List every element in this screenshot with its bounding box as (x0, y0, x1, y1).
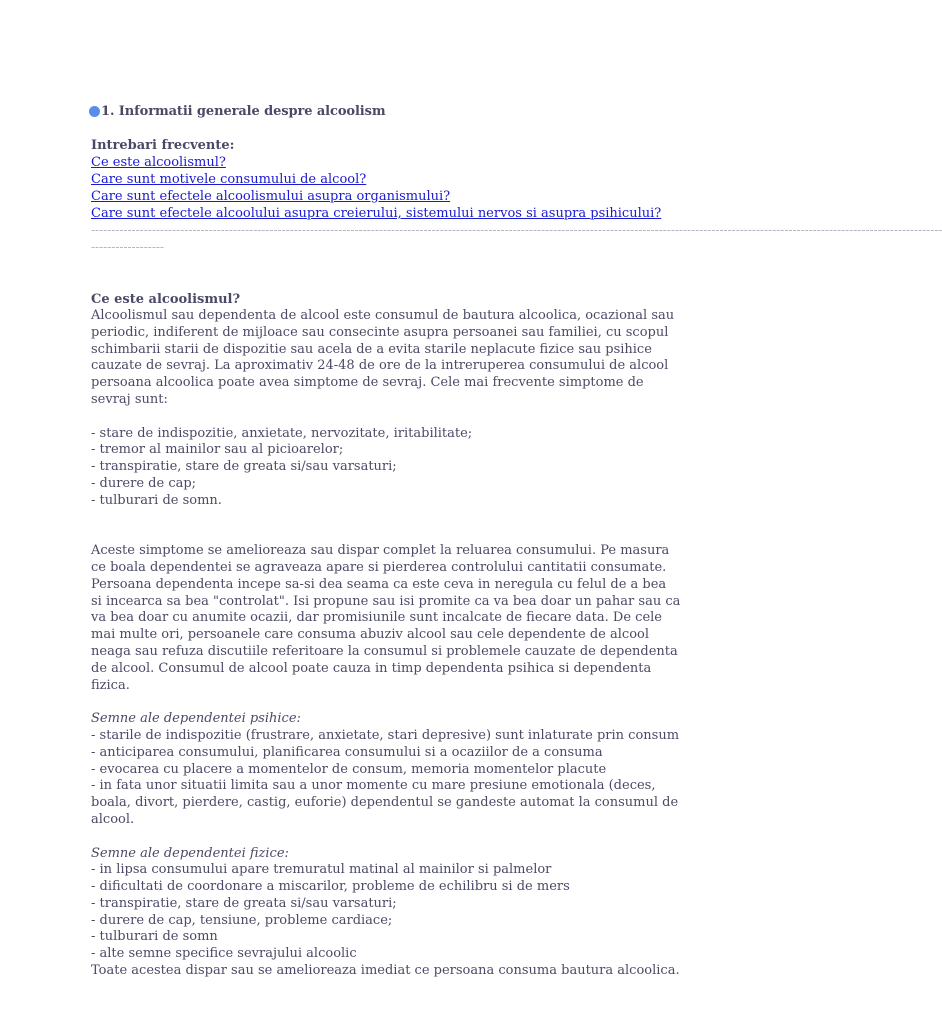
list-item: - alte semne specifice sevrajului alcoolic (91, 946, 357, 962)
section-heading: Ce este alcoolismul? (91, 292, 241, 307)
withdrawal-symptoms-list (91, 426, 681, 510)
faq-link-body-effects[interactable]: Care sunt efectele alcoolismului asupra organismului? (91, 189, 451, 204)
list-item: - transpiratie, stare de greata si/sau varsaturi; (91, 895, 397, 911)
closing-sentence: Toate acestea dispar sau se amelioreaza imediat ce persoana consuma bautura alcoolica. (91, 963, 680, 979)
list-item: - tremor al mainilor sau al picioarelor; (91, 442, 344, 458)
list-item: - in lipsa consumului apare tremuratul matinal al mainilor si palmelor (91, 862, 552, 878)
document-page (91, 102, 942, 980)
page-title: 1. Informatii generale despre alcoolism (101, 103, 386, 119)
list-item: - durere de cap, tensiune, probleme cardiace; (91, 912, 393, 928)
physical-signs-heading: Semne ale dependentei fizice: (91, 845, 289, 861)
second-paragraph: Aceste simptome se amelioreaza sau dispar complet la reluarea consumului. Pe masura ce boala dependentei se agraveaza apare si pierderea controlului cantitatii consumate. Persoana dependenta incepe sa-si dea seama ca este ceva in neregula cu felul de a bea si incearca sa bea "controlat". Isi propune sau isi promite ca va bea doar un pahar sau ca va bea doar cu anumite ocazii, dar promisiunile sunt incalcate de fiecare data. De cele mai multe ori, persoanele care consuma abuziv alcool sau cele dependente de alcool neaga sau refuza discutiile referitoare la consumul si problemele cauzate de dependenta de alcool. Consumul de alcool poate cauza in timp dependenta psihica si dependenta fizica. (91, 543, 681, 693)
list-item: - in fata unor situatii limita sau a unor momente cu mare presiune emotionala (deces, boala, divort, pierdere, castig, euforie) dependentul se gandeste automat la consumul de alcool. (91, 778, 679, 827)
list-item: - durere de cap; (91, 475, 197, 491)
title-row (89, 102, 681, 120)
list-item: - anticiparea consumului, planificarea consumului si a ocaziilor de a consuma (91, 744, 603, 760)
faq-link-brain-effects[interactable]: Care sunt efectele alcoolului asupra creierului, sistemului nervos si asupra psihicului? (91, 206, 662, 221)
list-item: - tulburari de somn. (91, 492, 222, 508)
intro-paragraph: Alcoolismul sau dependenta de alcool este consumul de bautura alcoolica, ocazional sau periodic, indiferent de mijloace sau consecinte asupra persoanei sau familiei, cu scopul schimbarii starii de dispozitie sau acela de a evita starile neplacute fizice sau psihice cauzate de sevraj. La aproximativ 24-48 de ore de la intreruperea consumului de alcool persoana alcoolica poate avea simptome de sevraj. Cele mai frecvente simptome de sevraj sunt: (91, 308, 675, 407)
list-item: - stare de indispozitie, anxietate, nervozitate, iritabilitate; (91, 425, 473, 441)
psychic-signs-heading: Semne ale dependentei psihice: (91, 711, 301, 727)
list-item: - dificultati de coordonare a miscarilor, probleme de echilibru si de mers (91, 879, 570, 895)
psychic-signs-list (91, 728, 681, 829)
list-item: - evocarea cu placere a momentelor de consum, memoria momentelor placute (91, 761, 607, 777)
bullet-dot-icon (89, 106, 100, 117)
faq-link-what-is-alcoholism[interactable]: Ce este alcoolismul? (91, 155, 226, 170)
physical-signs-list (91, 862, 681, 963)
list-item: - starile de indispozitie (frustrare, anxietate, stari depresive) sunt inlaturate prin consum (91, 727, 680, 743)
divider-line: ------------------------------------------------------------------------------------------------------------------------------------------------------------------------------------------------------------------ (91, 223, 942, 237)
divider-line-continuation: ------------------ (91, 240, 164, 254)
faq-header: Intrebari frecvente: (91, 138, 235, 153)
list-item: - transpiratie, stare de greata si/sau varsaturi; (91, 459, 397, 475)
faq-link-motives[interactable]: Care sunt motivele consumului de alcool? (91, 172, 367, 187)
list-item: - tulburari de somn (91, 929, 218, 945)
